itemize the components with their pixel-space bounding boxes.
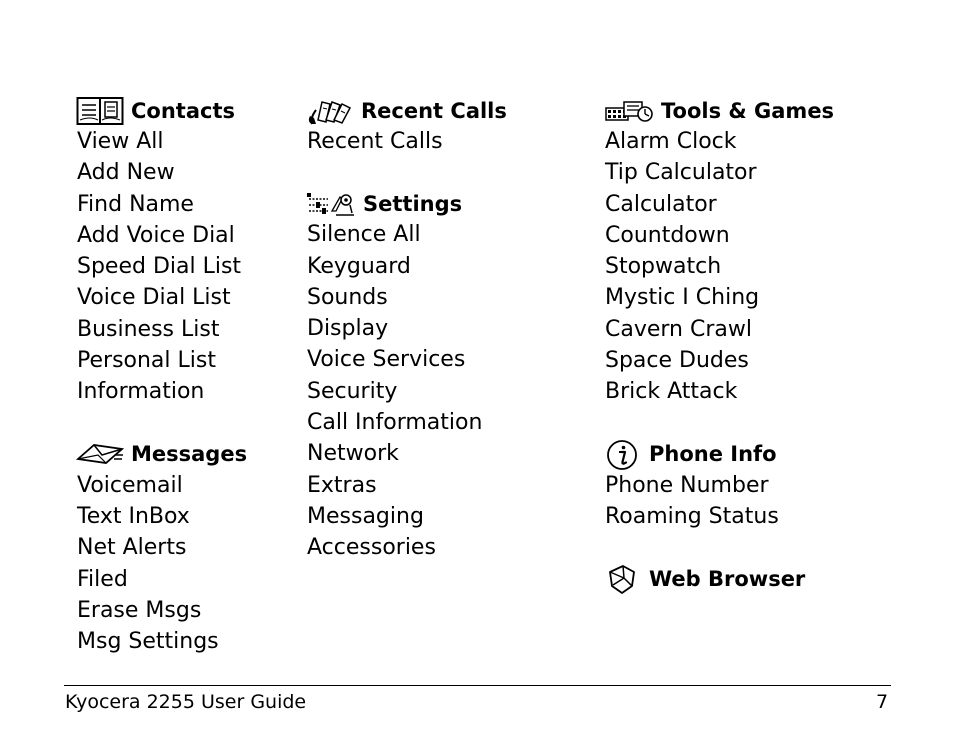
item-list-phone-info [604, 470, 834, 533]
list-item: Add New [77, 160, 175, 186]
list-item: Phone Number [605, 472, 769, 498]
envelope-icon [76, 441, 124, 467]
section-header-web-browser [604, 563, 834, 594]
list-item: Display [307, 316, 389, 342]
list-item: Information [77, 379, 205, 405]
list-item: Personal List [77, 348, 216, 374]
address-book-icon [76, 96, 124, 126]
section-title-messages: Messages [131, 442, 248, 467]
item-list-tools-games [604, 126, 834, 408]
item-list-contacts [76, 126, 247, 408]
page-number: 7 [876, 691, 889, 713]
list-item: Messaging [307, 503, 424, 529]
info-icon [604, 438, 642, 470]
section-title-phone-info: Phone Info [649, 442, 777, 467]
list-item: Tip Calculator [605, 160, 757, 186]
section-header-tools-games [604, 95, 834, 126]
section-contacts [76, 95, 247, 408]
list-item: Mystic I Ching [605, 285, 760, 311]
list-item: Find Name [77, 191, 194, 217]
section-settings [306, 188, 507, 563]
list-item: Recent Calls [307, 129, 443, 154]
list-item: Net Alerts [77, 535, 187, 561]
section-title-recent-calls: Recent Calls [361, 98, 507, 123]
phone-cards-icon [306, 96, 354, 126]
list-item: Security [307, 378, 398, 404]
section-header-recent-calls [306, 95, 507, 126]
section-messages [76, 439, 247, 658]
list-item: Accessories [307, 535, 436, 561]
web-browser-icon [604, 562, 642, 596]
menu-column-3 [604, 95, 834, 625]
section-header-contacts [76, 95, 247, 126]
list-item: Keyguard [307, 253, 411, 279]
section-tools-games [604, 95, 834, 408]
section-title-contacts: Contacts [131, 98, 235, 123]
list-item: Space Dudes [605, 348, 749, 374]
section-header-phone-info [604, 439, 834, 470]
list-item: Text InBox [77, 503, 190, 529]
list-item: Roaming Status [605, 503, 779, 529]
list-item: Countdown [605, 222, 730, 248]
list-item: Call Information [307, 410, 483, 436]
list-item: Speed Dial List [77, 254, 242, 280]
section-recent-calls [306, 95, 507, 157]
section-title-tools-games: Tools & Games [661, 98, 835, 123]
list-item: Msg Settings [77, 629, 219, 655]
list-item: Network [307, 441, 399, 467]
list-item: Voice Services [307, 347, 466, 373]
list-item: Stopwatch [605, 254, 722, 280]
list-item: Filed [77, 566, 128, 592]
section-title-web-browser: Web Browser [649, 566, 806, 591]
menu-column-1 [76, 95, 247, 688]
footer-title: Kyocera 2255 User Guide [65, 691, 307, 713]
list-item: Business List [77, 316, 220, 342]
list-item: Voicemail [77, 472, 183, 498]
list-item: Silence All [307, 222, 421, 248]
list-item: Voice Dial List [77, 285, 231, 311]
section-phone-info [604, 439, 834, 533]
section-header-settings [306, 188, 507, 219]
item-list-settings [306, 219, 507, 563]
footer-divider [64, 685, 891, 686]
section-header-messages [76, 439, 247, 470]
item-list-messages [76, 470, 247, 658]
list-item: Sounds [307, 284, 388, 310]
list-item: Alarm Clock [605, 129, 737, 154]
section-title-settings: Settings [363, 191, 463, 216]
tools-games-icon [604, 98, 654, 124]
list-item: View All [77, 129, 164, 154]
list-item: Erase Msgs [77, 597, 202, 623]
section-web-browser [604, 563, 834, 594]
menu-column-2 [306, 95, 507, 595]
item-list-recent-calls [306, 126, 507, 157]
list-item: Cavern Crawl [605, 316, 752, 342]
list-item: Extras [307, 472, 377, 498]
settings-icon [306, 191, 356, 217]
list-item: Calculator [605, 191, 717, 217]
list-item: Brick Attack [605, 379, 738, 405]
list-item: Add Voice Dial [77, 222, 235, 248]
